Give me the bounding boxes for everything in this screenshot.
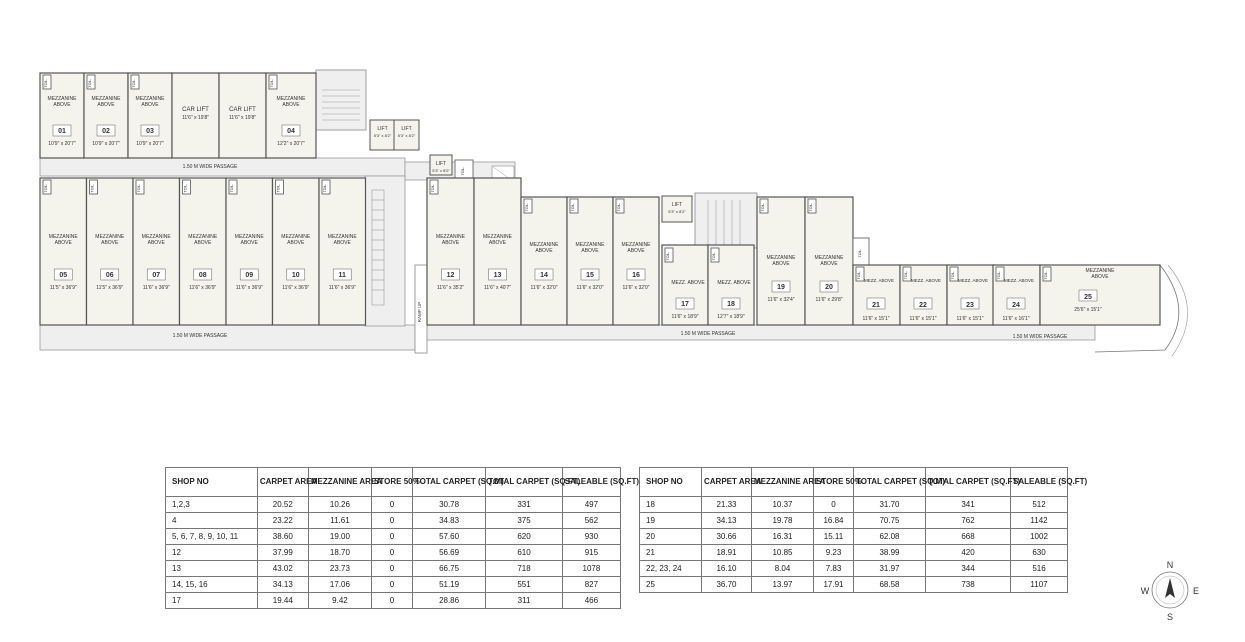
shop-number: 09 (245, 272, 254, 279)
mezzanine-label: MEZZANINE ABOVE (141, 234, 171, 246)
shop-number: 23 (966, 302, 974, 309)
table-cell: 38.99 (854, 545, 926, 561)
col-shop-no: SHOP NO (640, 468, 702, 497)
toilet-label: TOIL. (761, 202, 765, 212)
mezzanine-label: MEZZANINE ABOVE (766, 255, 796, 267)
col-carpet-area: CARPET AREA (702, 468, 752, 497)
shop-unit-16 (613, 197, 659, 325)
mezzanine-label: MEZZANINE ABOVE (621, 242, 651, 254)
shop-unit-05 (40, 178, 87, 325)
shop-dimensions: 10'9" x 20'7" (92, 141, 120, 147)
cell-shop-no: 20 (640, 529, 702, 545)
passage-label: 1.50 M WIDE PASSAGE (172, 333, 228, 339)
table-row (166, 545, 621, 561)
col-saleable: SALEABLE (SQ.FT) (1011, 468, 1068, 497)
mezzanine-label: MEZZANINE ABOVE (1085, 268, 1115, 280)
table-cell: 512 (1011, 497, 1068, 513)
table-row (166, 593, 621, 609)
col-total-carpet-sqft: TOTAL CARPET (SQ.FT) (926, 468, 1011, 497)
col-store: STORE 50% (814, 468, 854, 497)
table-cell: 19.00 (308, 529, 371, 545)
shop-number: 21 (872, 302, 880, 309)
table-row (166, 561, 621, 577)
shop-number: 03 (146, 128, 154, 135)
shop-number: 20 (825, 284, 833, 291)
table-cell: 57.60 (412, 529, 485, 545)
col-total-carpet-sqft: TOTAL CARPET (SQ.FT) (486, 468, 563, 497)
table-cell: 20.52 (257, 497, 308, 513)
mezzanine-label: MEZZANINE ABOVE (327, 234, 357, 246)
mezz-short-label: MEZZ. ABOVE (671, 280, 705, 286)
table-cell: 1107 (1011, 577, 1068, 593)
table-cell: 0 (372, 513, 413, 529)
cell-shop-no: 21 (640, 545, 702, 561)
shop-number: 07 (152, 272, 161, 279)
mezzanine-label: MEZZANINE ABOVE (814, 255, 844, 267)
table-cell: 331 (486, 497, 563, 513)
passage-label: 1.50 M WIDE PASSAGE (1012, 334, 1068, 340)
toilet-label: TOIL. (997, 270, 1001, 280)
lift-dimensions: 5'3" x 8'2" (397, 133, 416, 138)
shop-dimensions: 11'6" x 32'4" (767, 297, 795, 303)
mezzanine-label: MEZZANINE ABOVE (575, 242, 605, 254)
table-cell: 0 (372, 561, 413, 577)
compass-icon (1140, 558, 1200, 622)
shop-dimensions: 11'6" x 32'0" (622, 285, 650, 291)
table-cell: 341 (926, 497, 1011, 513)
mezzanine-label: MEZZANINE ABOVE (91, 96, 121, 108)
shop-dimensions: 11'6" x 36'9" (282, 285, 310, 291)
table-cell: 930 (562, 529, 620, 545)
table-cell: 344 (926, 561, 1011, 577)
shop-number: 15 (586, 272, 594, 279)
shop-dimensions: 11'6" x 36'9" (142, 285, 170, 291)
mezzanine-label: MEZZANINE ABOVE (48, 234, 78, 246)
shop-dimensions: 10'9" x 20'7" (48, 141, 76, 147)
table-cell: 10.85 (752, 545, 814, 561)
table-cell: 62.08 (854, 529, 926, 545)
table-cell: 10.37 (752, 497, 814, 513)
mezz-short-label: MEZZ. ABOVE (863, 278, 895, 283)
shop-dimensions: 11'6" x 36'9" (235, 285, 263, 291)
lift-label: LIFT (435, 161, 447, 167)
table-cell: 497 (562, 497, 620, 513)
table-cell: 827 (562, 577, 620, 593)
mezzanine-label: MEZZANINE ABOVE (281, 234, 311, 246)
cell-shop-no: 13 (166, 561, 258, 577)
table-cell: 66.75 (412, 561, 485, 577)
table-cell: 311 (486, 593, 563, 609)
table-cell: 28.86 (412, 593, 485, 609)
shop-number: 22 (919, 302, 927, 309)
table-cell: 562 (562, 513, 620, 529)
col-store: STORE 50% (372, 468, 413, 497)
shop-unit-08 (180, 178, 227, 325)
shop-dimensions: 11'6" x 15'1" (862, 316, 890, 322)
toilet-label: TOIL. (666, 251, 670, 261)
mezzanine-label: MEZZANINE ABOVE (135, 96, 165, 108)
shop-number: 01 (58, 128, 66, 135)
toilet-label: TOIL. (571, 202, 575, 212)
mezzanine-label: MEZZANINE ABOVE (47, 96, 77, 108)
shop-dimensions: 11'6" x 35'2" (436, 285, 465, 291)
table-row (640, 529, 1068, 545)
table-cell: 1002 (1011, 529, 1068, 545)
toilet-label: TOIL. (44, 78, 48, 88)
ramp-label: RAMP UP (417, 301, 422, 323)
toilet-label: TOIL. (712, 251, 716, 261)
shop-dimensions: 11'5" x 36'9" (96, 285, 124, 291)
table-row (640, 577, 1068, 593)
table-cell: 420 (926, 545, 1011, 561)
table-cell: 551 (486, 577, 563, 593)
shop-number: 08 (198, 272, 207, 279)
shop-number: 25 (1084, 294, 1092, 301)
shop-number: 24 (1012, 302, 1020, 309)
shop-dimensions: 11'6" x 18'9" (671, 314, 699, 320)
table-header-row (640, 468, 1068, 497)
table-cell: 31.70 (854, 497, 926, 513)
table-cell: 21.33 (702, 497, 752, 513)
shop-dimensions: 10'9" x 20'7" (136, 141, 164, 147)
compass-west: W (1140, 586, 1150, 596)
cell-shop-no: 17 (166, 593, 258, 609)
col-carpet-area: CARPET AREA (257, 468, 308, 497)
shop-dimensions: 12'7" x 18'9" (717, 314, 745, 320)
mezzanine-label: MEZZANINE ABOVE (436, 234, 465, 246)
toilet-label: TOIL. (951, 270, 955, 280)
cell-shop-no: 12 (166, 545, 258, 561)
car-lift-label: CAR LIFT (182, 107, 209, 113)
toilet-label: TOIL. (525, 202, 529, 212)
toilet-label: TOIL. (230, 183, 234, 193)
table-row (640, 561, 1068, 577)
cell-shop-no: 18 (640, 497, 702, 513)
cell-shop-no: 19 (640, 513, 702, 529)
lift-label: LIFT (401, 126, 412, 132)
table-cell: 1142 (1011, 513, 1068, 529)
cell-shop-no: 22, 23, 24 (640, 561, 702, 577)
table-cell: 7.83 (814, 561, 854, 577)
toilet-label: TOIL. (270, 78, 274, 88)
toilet-label: TOIL. (1044, 270, 1048, 280)
lift-label: LIFT (377, 126, 388, 132)
table-row (166, 529, 621, 545)
mezz-short-label: MEZZ. ABOVE (1003, 278, 1035, 283)
table-cell: 9.42 (308, 593, 371, 609)
shop-number: 02 (102, 128, 110, 135)
table-cell: 34.13 (702, 513, 752, 529)
table-cell: 34.83 (412, 513, 485, 529)
table-cell: 68.58 (854, 577, 926, 593)
cell-shop-no: 25 (640, 577, 702, 593)
shop-unit-15 (567, 197, 613, 325)
shop-number: 10 (291, 272, 300, 279)
mezz-short-label: MEZZ. ABOVE (717, 280, 751, 286)
table-cell: 31.97 (854, 561, 926, 577)
table-cell: 0 (372, 577, 413, 593)
table-cell: 70.75 (854, 513, 926, 529)
table-row (640, 497, 1068, 513)
table-cell: 18.70 (308, 545, 371, 561)
table-cell: 610 (486, 545, 563, 561)
cell-shop-no: 5, 6, 7, 8, 9, 10, 11 (166, 529, 258, 545)
table-cell: 17.91 (814, 577, 854, 593)
col-mezzanine-area: MEZZANINE AREA (308, 468, 371, 497)
shop-unit-07 (133, 178, 180, 325)
table-row (640, 513, 1068, 529)
toilet-label: TOIL. (809, 202, 813, 212)
table-cell: 15.11 (814, 529, 854, 545)
table-cell: 516 (1011, 561, 1068, 577)
toilet-label: TOIL. (323, 183, 327, 193)
shop-number: 14 (540, 272, 548, 279)
table-cell: 718 (486, 561, 563, 577)
car-lift-label: CAR LIFT (229, 107, 256, 113)
toilet-label: TOIL. (183, 183, 188, 193)
shop-dimensions: 11'6" x 32'0" (530, 285, 558, 291)
shop-number: 04 (287, 128, 295, 135)
col-total-carpet-sqm: TOTAL CARPET (SQ.M) (412, 468, 485, 497)
car-lift-dimensions: 11'6" x 19'8" (228, 115, 257, 121)
mezzanine-label: MEZZANINE ABOVE (234, 234, 264, 246)
toilet-label: TOIL. (88, 78, 92, 88)
table-cell: 620 (486, 529, 563, 545)
shop-dimensions: 25'6" x 15'1" (1074, 307, 1102, 313)
table-cell: 0 (814, 497, 854, 513)
table-cell: 17.06 (308, 577, 371, 593)
table-cell: 375 (486, 513, 563, 529)
toilet-label: TOIL. (44, 183, 48, 193)
mezz-short-label: MEZZ. ABOVE (910, 278, 942, 283)
compass-south: S (1166, 612, 1174, 622)
table-cell: 738 (926, 577, 1011, 593)
table-cell: 43.02 (257, 561, 308, 577)
table-cell: 23.73 (308, 561, 371, 577)
mezzanine-label: MEZZANINE ABOVE (188, 234, 218, 246)
table-row (166, 513, 621, 529)
shop-number: 18 (727, 301, 735, 308)
toilet-label: TOIL. (858, 248, 862, 258)
table-cell: 9.23 (814, 545, 854, 561)
toilet-label: TOIL. (857, 270, 861, 280)
table-cell: 0 (372, 497, 413, 513)
table-row (166, 577, 621, 593)
table-cell: 11.61 (308, 513, 371, 529)
shop-dimensions: 11'6" x 15'1" (956, 316, 984, 322)
table-cell: 18.91 (702, 545, 752, 561)
shop-number: 06 (105, 272, 114, 279)
shop-unit-06 (87, 178, 134, 325)
table-cell: 51.19 (412, 577, 485, 593)
shop-dimensions: 11'6" x 29'8" (815, 297, 843, 303)
shop-dimensions: 12'2" x 20'7" (277, 141, 305, 147)
cell-shop-no: 1,2,3 (166, 497, 258, 513)
table-cell: 23.22 (257, 513, 308, 529)
table-cell: 0 (372, 545, 413, 561)
toilet-label: TOIL. (617, 202, 621, 212)
table-cell: 16.84 (814, 513, 854, 529)
shop-unit-09 (226, 178, 273, 325)
table-cell: 915 (562, 545, 620, 561)
table-header-row (166, 468, 621, 497)
table-cell: 37.99 (257, 545, 308, 561)
cell-shop-no: 4 (166, 513, 258, 529)
passage-label: 1.50 M WIDE PASSAGE (680, 331, 736, 337)
lift-dimensions: 5'3" x 8'2" (373, 133, 392, 138)
shop-dimensions: 11'6" x 16'1" (1002, 316, 1030, 322)
shop-unit-14 (521, 197, 567, 325)
car-lift-dimensions: 11'6" x 19'8" (181, 115, 210, 121)
lift-label: LIFT (671, 202, 683, 208)
shop-number: 11 (338, 272, 346, 279)
table-cell: 56.69 (412, 545, 485, 561)
table-cell: 36.70 (702, 577, 752, 593)
shop-dimensions: 11'6" x 36'9" (189, 285, 217, 291)
shop-number: 12 (446, 272, 455, 279)
lift-dimensions: 5'3" x 8'2" (668, 209, 686, 214)
table-cell: 10.26 (308, 497, 371, 513)
shop-dimensions: 11'5" x 36'9" (49, 285, 77, 291)
shop-unit-12 (427, 178, 474, 325)
table-cell: 668 (926, 529, 1011, 545)
shop-number: 19 (777, 284, 785, 291)
toilet-label: TOIL. (137, 183, 141, 193)
col-mezzanine-area: MEZZANINE AREA (752, 468, 814, 497)
col-saleable: SALEABLE (SQ.FT) (562, 468, 620, 497)
toilet-label: TOIL. (276, 183, 281, 193)
area-table-right (639, 467, 1088, 593)
shop-dimensions: 11'6" x 15'1" (909, 316, 937, 322)
toilet-label: TOIL. (90, 183, 95, 193)
compass-east: E (1192, 586, 1200, 596)
shop-unit-13 (474, 178, 521, 325)
table-cell: 16.10 (702, 561, 752, 577)
table-cell: 34.13 (257, 577, 308, 593)
table-cell: 8.04 (752, 561, 814, 577)
table-cell: 0 (372, 593, 413, 609)
mezzanine-label: MEZZANINE ABOVE (529, 242, 559, 254)
shop-number: 05 (59, 272, 68, 279)
shop-dimensions: 11'6" x 40'7" (483, 285, 512, 291)
compass-north: N (1166, 560, 1174, 570)
cell-shop-no: 14, 15, 16 (166, 577, 258, 593)
area-table-left (165, 467, 640, 609)
table-cell: 762 (926, 513, 1011, 529)
table-cell: 630 (1011, 545, 1068, 561)
table-cell: 16.31 (752, 529, 814, 545)
table-cell: 30.78 (412, 497, 485, 513)
table-cell: 0 (372, 529, 413, 545)
mezzanine-label: MEZZANINE ABOVE (276, 96, 306, 108)
table-cell: 30.66 (702, 529, 752, 545)
shop-unit-11 (319, 178, 366, 325)
col-total-carpet-sqm: TOTAL CARPET (SQ.M) (854, 468, 926, 497)
col-shop-no: SHOP NO (166, 468, 258, 497)
toilet-label: TOIL. (132, 78, 136, 88)
table-cell: 1078 (562, 561, 620, 577)
north-arrow-icon (1165, 578, 1175, 598)
passage-label: 1.50 M WIDE PASSAGE (182, 164, 238, 170)
lift-dimensions: 5'3" x 8'0" (432, 168, 450, 173)
table-row (166, 497, 621, 513)
toilet-label: TOIL. (904, 270, 908, 280)
toilet-label: TOIL. (431, 183, 435, 193)
table-cell: 466 (562, 593, 620, 609)
table-cell: 19.78 (752, 513, 814, 529)
shop-unit-10 (273, 178, 320, 325)
table-cell: 13.97 (752, 577, 814, 593)
shop-number: 17 (681, 301, 689, 308)
shop-dimensions: 11'6" x 32'0" (576, 285, 604, 291)
mezzanine-label: MEZZANINE ABOVE (483, 234, 512, 246)
shop-number: 16 (632, 272, 640, 279)
table-row (640, 545, 1068, 561)
shop-dimensions: 11'6" x 36'9" (328, 285, 356, 291)
shop-number: 13 (493, 272, 502, 279)
table-cell: 19.44 (257, 593, 308, 609)
table-cell: 38.60 (257, 529, 308, 545)
mezz-short-label: MEZZ. ABOVE (957, 278, 989, 283)
mezzanine-label: MEZZANINE ABOVE (95, 234, 125, 246)
toilet-label: TOIL. (461, 166, 465, 176)
